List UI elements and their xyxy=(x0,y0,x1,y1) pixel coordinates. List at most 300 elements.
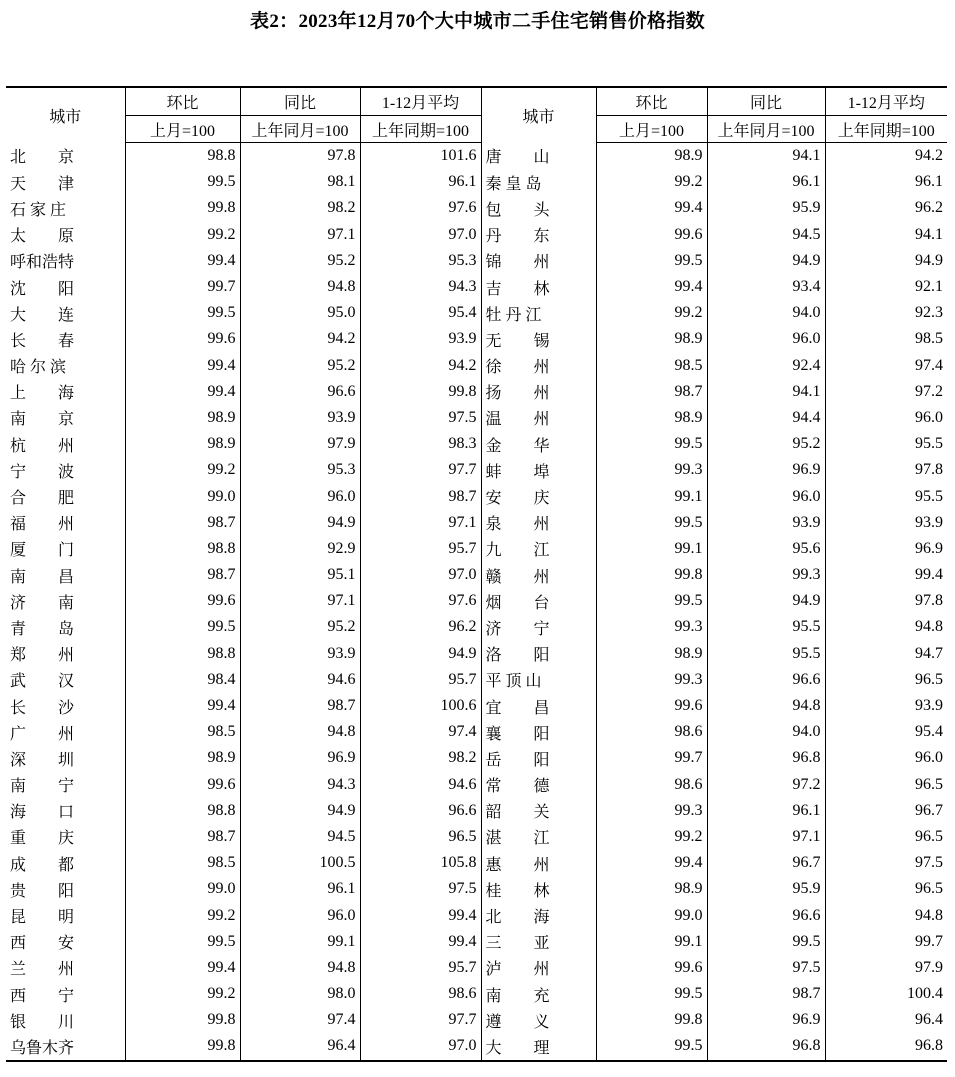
yoy-cell: 95.2 xyxy=(240,248,360,274)
city-cell: 九 江 xyxy=(481,536,596,562)
mom-cell: 98.4 xyxy=(125,667,240,693)
avg-cell: 99.4 xyxy=(360,929,481,955)
mom-cell: 98.9 xyxy=(596,405,707,431)
col-header-avg-left: 1-12月平均 xyxy=(360,87,481,116)
yoy-cell: 93.9 xyxy=(240,405,360,431)
yoy-cell: 94.9 xyxy=(240,798,360,824)
city-cell: 丹 东 xyxy=(481,222,596,248)
mom-cell: 99.2 xyxy=(596,300,707,326)
avg-cell: 96.5 xyxy=(825,667,947,693)
avg-cell: 97.4 xyxy=(825,353,947,379)
city-cell: 无 锡 xyxy=(481,326,596,352)
avg-cell: 97.5 xyxy=(360,876,481,902)
yoy-cell: 94.4 xyxy=(707,405,825,431)
city-cell: 泉 州 xyxy=(481,510,596,536)
avg-cell: 94.8 xyxy=(825,902,947,928)
avg-cell: 95.7 xyxy=(360,955,481,981)
avg-cell: 93.9 xyxy=(360,326,481,352)
city-cell: 南 宁 xyxy=(10,778,75,796)
mom-cell: 99.5 xyxy=(125,300,240,326)
city-cell: 重 庆 xyxy=(10,830,75,848)
avg-cell: 94.6 xyxy=(360,772,481,798)
city-cell: 湛 江 xyxy=(481,824,596,850)
col-header-yoy-left: 同比 xyxy=(240,87,360,116)
city-cell: 天 津 xyxy=(10,175,75,193)
mom-cell: 99.2 xyxy=(125,902,240,928)
avg-cell: 94.7 xyxy=(825,641,947,667)
mom-cell: 99.5 xyxy=(596,248,707,274)
avg-cell: 96.5 xyxy=(825,824,947,850)
yoy-cell: 94.5 xyxy=(707,222,825,248)
avg-cell: 97.0 xyxy=(360,1033,481,1060)
col-header-avg-right: 1-12月平均 xyxy=(825,87,947,116)
mom-cell: 99.4 xyxy=(125,955,240,981)
mom-cell: 99.8 xyxy=(596,1007,707,1033)
city-cell: 韶 关 xyxy=(481,798,596,824)
avg-cell: 94.3 xyxy=(360,274,481,300)
mom-cell: 99.5 xyxy=(125,169,240,195)
avg-cell: 96.5 xyxy=(360,824,481,850)
mom-cell: 98.9 xyxy=(125,745,240,771)
avg-cell: 99.8 xyxy=(360,379,481,405)
mom-cell: 99.3 xyxy=(596,798,707,824)
table-row xyxy=(6,745,947,771)
yoy-cell: 96.9 xyxy=(707,1007,825,1033)
table-row xyxy=(6,902,947,928)
avg-cell: 96.5 xyxy=(825,772,947,798)
mom-cell: 98.7 xyxy=(596,379,707,405)
avg-cell: 96.8 xyxy=(825,1033,947,1060)
yoy-cell: 94.8 xyxy=(707,693,825,719)
yoy-cell: 97.5 xyxy=(707,955,825,981)
mom-cell: 99.2 xyxy=(125,457,240,483)
avg-cell: 95.7 xyxy=(360,536,481,562)
city-cell: 深 圳 xyxy=(10,751,75,769)
city-cell: 洛 阳 xyxy=(481,641,596,667)
yoy-cell: 96.6 xyxy=(707,902,825,928)
mom-cell: 99.5 xyxy=(596,1033,707,1060)
yoy-cell: 98.2 xyxy=(240,195,360,221)
yoy-cell: 96.9 xyxy=(240,745,360,771)
city-cell: 西 宁 xyxy=(10,987,75,1005)
avg-cell: 95.5 xyxy=(825,483,947,509)
avg-cell: 94.2 xyxy=(360,353,481,379)
table-row xyxy=(6,326,947,352)
mom-cell: 98.8 xyxy=(125,536,240,562)
avg-cell: 94.2 xyxy=(825,143,947,170)
yoy-cell: 97.1 xyxy=(240,588,360,614)
mom-cell: 99.7 xyxy=(125,274,240,300)
mom-cell: 99.5 xyxy=(596,431,707,457)
avg-cell: 94.9 xyxy=(825,248,947,274)
yoy-cell: 95.5 xyxy=(707,641,825,667)
city-cell: 乌鲁木齐 xyxy=(6,1033,125,1060)
mom-cell: 99.1 xyxy=(596,929,707,955)
table-row xyxy=(6,798,947,824)
table-row xyxy=(6,248,947,274)
avg-cell: 98.6 xyxy=(360,981,481,1007)
yoy-cell: 95.9 xyxy=(707,195,825,221)
city-cell: 常 德 xyxy=(481,772,596,798)
avg-cell: 97.8 xyxy=(825,457,947,483)
mom-cell: 99.6 xyxy=(125,588,240,614)
city-cell: 桂 林 xyxy=(481,876,596,902)
table-row xyxy=(6,483,947,509)
mom-cell: 99.6 xyxy=(596,955,707,981)
mom-cell: 99.5 xyxy=(125,929,240,955)
mom-cell: 98.9 xyxy=(596,326,707,352)
mom-cell: 99.0 xyxy=(125,483,240,509)
yoy-cell: 97.1 xyxy=(240,222,360,248)
table-row xyxy=(6,876,947,902)
avg-cell: 94.1 xyxy=(825,222,947,248)
yoy-cell: 98.0 xyxy=(240,981,360,1007)
mom-cell: 98.8 xyxy=(125,798,240,824)
avg-cell: 97.1 xyxy=(360,510,481,536)
mom-cell: 99.1 xyxy=(596,483,707,509)
mom-cell: 99.4 xyxy=(596,195,707,221)
avg-cell: 95.4 xyxy=(360,300,481,326)
yoy-cell: 94.9 xyxy=(240,510,360,536)
city-cell: 泸 州 xyxy=(481,955,596,981)
city-cell: 郑 州 xyxy=(10,647,75,665)
city-cell: 安 庆 xyxy=(481,483,596,509)
city-cell: 呼和浩特 xyxy=(10,254,75,272)
avg-cell: 99.7 xyxy=(825,929,947,955)
city-cell: 吉 林 xyxy=(481,274,596,300)
table-row xyxy=(6,510,947,536)
yoy-cell: 94.8 xyxy=(240,274,360,300)
city-cell: 兰 州 xyxy=(10,961,75,979)
table-row xyxy=(6,195,947,221)
avg-cell: 97.7 xyxy=(360,1007,481,1033)
col-subheader-avg-right: 上年同期=100 xyxy=(825,116,947,143)
city-cell: 青 岛 xyxy=(10,620,75,638)
city-cell: 岳 阳 xyxy=(481,745,596,771)
city-cell: 成 都 xyxy=(10,856,75,874)
avg-cell: 101.6 xyxy=(360,143,481,170)
yoy-cell: 99.3 xyxy=(707,562,825,588)
table-row xyxy=(6,588,947,614)
mom-cell: 99.6 xyxy=(596,222,707,248)
yoy-cell: 93.4 xyxy=(707,274,825,300)
city-cell: 包 头 xyxy=(481,195,596,221)
avg-cell: 96.1 xyxy=(360,169,481,195)
yoy-cell: 95.3 xyxy=(240,457,360,483)
avg-cell: 96.0 xyxy=(825,405,947,431)
avg-cell: 97.5 xyxy=(360,405,481,431)
avg-cell: 96.6 xyxy=(360,798,481,824)
mom-cell: 99.6 xyxy=(596,693,707,719)
yoy-cell: 97.4 xyxy=(240,1007,360,1033)
table-row xyxy=(6,824,947,850)
yoy-cell: 96.1 xyxy=(707,169,825,195)
yoy-cell: 97.8 xyxy=(240,143,360,170)
avg-cell: 94.8 xyxy=(825,614,947,640)
mom-cell: 99.4 xyxy=(125,379,240,405)
mom-cell: 99.6 xyxy=(125,326,240,352)
col-subheader-yoy-left: 上年同月=100 xyxy=(240,116,360,143)
table-row xyxy=(6,1033,947,1060)
yoy-cell: 96.0 xyxy=(240,902,360,928)
mom-cell: 99.8 xyxy=(125,1033,240,1060)
avg-cell: 105.8 xyxy=(360,850,481,876)
avg-cell: 97.6 xyxy=(360,588,481,614)
yoy-cell: 95.0 xyxy=(240,300,360,326)
yoy-cell: 98.7 xyxy=(240,693,360,719)
yoy-cell: 95.9 xyxy=(707,876,825,902)
yoy-cell: 98.7 xyxy=(707,981,825,1007)
city-cell: 海 口 xyxy=(10,804,75,822)
yoy-cell: 96.1 xyxy=(240,876,360,902)
city-cell: 济 宁 xyxy=(481,614,596,640)
mom-cell: 98.7 xyxy=(125,562,240,588)
yoy-cell: 92.9 xyxy=(240,536,360,562)
mom-cell: 99.3 xyxy=(596,457,707,483)
yoy-cell: 94.5 xyxy=(240,824,360,850)
yoy-cell: 99.5 xyxy=(707,929,825,955)
col-header-city-left: 城市 xyxy=(49,108,82,126)
avg-cell: 100.4 xyxy=(825,981,947,1007)
city-cell: 武 汉 xyxy=(10,673,75,691)
city-cell: 杭 州 xyxy=(10,437,75,455)
mom-cell: 99.0 xyxy=(596,902,707,928)
table-row xyxy=(6,981,947,1007)
mom-cell: 99.8 xyxy=(596,562,707,588)
col-subheader-mom-left: 上月=100 xyxy=(125,116,240,143)
city-cell: 大 连 xyxy=(10,306,75,324)
avg-cell: 99.4 xyxy=(360,902,481,928)
avg-cell: 93.9 xyxy=(825,693,947,719)
table-row xyxy=(6,536,947,562)
city-cell: 贵 阳 xyxy=(10,882,75,900)
yoy-cell: 100.5 xyxy=(240,850,360,876)
avg-cell: 92.3 xyxy=(825,300,947,326)
city-cell: 三 亚 xyxy=(481,929,596,955)
avg-cell: 97.8 xyxy=(825,588,947,614)
avg-cell: 96.4 xyxy=(825,1007,947,1033)
city-cell: 哈 尔 滨 xyxy=(10,359,67,377)
avg-cell: 97.0 xyxy=(360,562,481,588)
yoy-cell: 95.5 xyxy=(707,614,825,640)
yoy-cell: 95.2 xyxy=(707,431,825,457)
city-cell: 惠 州 xyxy=(481,850,596,876)
mom-cell: 99.5 xyxy=(125,614,240,640)
city-cell: 温 州 xyxy=(481,405,596,431)
yoy-cell: 96.0 xyxy=(240,483,360,509)
yoy-cell: 94.1 xyxy=(707,379,825,405)
yoy-cell: 94.0 xyxy=(707,719,825,745)
yoy-cell: 99.1 xyxy=(240,929,360,955)
city-cell: 长 春 xyxy=(10,332,75,350)
yoy-cell: 93.9 xyxy=(707,510,825,536)
city-cell: 福 州 xyxy=(10,516,75,534)
table-row xyxy=(6,693,947,719)
table-row xyxy=(6,353,947,379)
mom-cell: 99.2 xyxy=(125,981,240,1007)
mom-cell: 99.3 xyxy=(596,667,707,693)
city-cell: 襄 阳 xyxy=(481,719,596,745)
avg-cell: 96.2 xyxy=(360,614,481,640)
city-cell: 烟 台 xyxy=(481,588,596,614)
mom-cell: 99.6 xyxy=(125,772,240,798)
header-row-1 xyxy=(6,87,947,116)
city-cell: 徐 州 xyxy=(481,353,596,379)
yoy-cell: 97.2 xyxy=(707,772,825,798)
mom-cell: 99.5 xyxy=(596,588,707,614)
mom-cell: 99.1 xyxy=(596,536,707,562)
city-cell: 南 京 xyxy=(10,411,75,429)
table-row xyxy=(6,719,947,745)
city-cell: 南 昌 xyxy=(10,568,75,586)
table-row xyxy=(6,929,947,955)
table-row xyxy=(6,143,947,170)
city-cell: 西 安 xyxy=(10,935,75,953)
city-cell: 昆 明 xyxy=(10,909,75,927)
city-cell: 唐 山 xyxy=(481,143,596,170)
mom-cell: 98.5 xyxy=(125,850,240,876)
city-cell: 秦 皇 岛 xyxy=(481,169,596,195)
yoy-cell: 94.8 xyxy=(240,955,360,981)
mom-cell: 99.0 xyxy=(125,876,240,902)
city-cell: 牡 丹 江 xyxy=(481,300,596,326)
avg-cell: 96.9 xyxy=(825,536,947,562)
city-cell: 厦 门 xyxy=(10,542,75,560)
table-row xyxy=(6,772,947,798)
col-subheader-yoy-right: 上年同月=100 xyxy=(707,116,825,143)
mom-cell: 98.6 xyxy=(596,772,707,798)
mom-cell: 98.7 xyxy=(125,510,240,536)
city-cell: 宁 波 xyxy=(10,463,75,481)
city-cell: 赣 州 xyxy=(481,562,596,588)
avg-cell: 97.9 xyxy=(825,955,947,981)
mom-cell: 98.9 xyxy=(125,431,240,457)
yoy-cell: 95.2 xyxy=(240,353,360,379)
yoy-cell: 96.9 xyxy=(707,457,825,483)
city-cell: 遵 义 xyxy=(481,1007,596,1033)
yoy-cell: 96.1 xyxy=(707,798,825,824)
header-row-2 xyxy=(6,116,947,143)
mom-cell: 99.2 xyxy=(596,824,707,850)
col-header-yoy-right: 同比 xyxy=(707,87,825,116)
city-cell: 锦 州 xyxy=(481,248,596,274)
city-cell: 上 海 xyxy=(10,385,75,403)
yoy-cell: 97.9 xyxy=(240,431,360,457)
table-body xyxy=(6,143,947,1061)
mom-cell: 99.4 xyxy=(125,693,240,719)
col-header-city-right: 城市 xyxy=(481,87,596,143)
avg-cell: 95.3 xyxy=(360,248,481,274)
avg-cell: 93.9 xyxy=(825,510,947,536)
table-row xyxy=(6,955,947,981)
city-cell: 蚌 埠 xyxy=(481,457,596,483)
mom-cell: 98.8 xyxy=(125,143,240,170)
avg-cell: 92.1 xyxy=(825,274,947,300)
city-cell: 石 家 庄 xyxy=(10,201,67,219)
city-cell: 北 海 xyxy=(481,902,596,928)
table-row xyxy=(6,850,947,876)
yoy-cell: 96.7 xyxy=(707,850,825,876)
mom-cell: 99.4 xyxy=(125,248,240,274)
avg-cell: 95.7 xyxy=(360,667,481,693)
col-subheader-mom-right: 上月=100 xyxy=(596,116,707,143)
mom-cell: 99.8 xyxy=(125,1007,240,1033)
yoy-cell: 94.8 xyxy=(240,719,360,745)
avg-cell: 97.0 xyxy=(360,222,481,248)
table-row xyxy=(6,405,947,431)
avg-cell: 98.3 xyxy=(360,431,481,457)
avg-cell: 96.1 xyxy=(825,169,947,195)
mom-cell: 99.4 xyxy=(596,274,707,300)
yoy-cell: 92.4 xyxy=(707,353,825,379)
avg-cell: 98.5 xyxy=(825,326,947,352)
mom-cell: 99.2 xyxy=(596,169,707,195)
yoy-cell: 96.0 xyxy=(707,483,825,509)
yoy-cell: 93.9 xyxy=(240,641,360,667)
yoy-cell: 96.4 xyxy=(240,1033,360,1060)
yoy-cell: 95.6 xyxy=(707,536,825,562)
city-cell: 大 理 xyxy=(481,1033,596,1060)
yoy-cell: 95.1 xyxy=(240,562,360,588)
yoy-cell: 95.2 xyxy=(240,614,360,640)
city-cell: 广 州 xyxy=(10,725,75,743)
city-cell: 太 原 xyxy=(10,228,75,246)
yoy-cell: 98.1 xyxy=(240,169,360,195)
avg-cell: 97.2 xyxy=(825,379,947,405)
yoy-cell: 96.0 xyxy=(707,326,825,352)
avg-cell: 95.5 xyxy=(825,431,947,457)
col-subheader-avg-left: 上年同期=100 xyxy=(360,116,481,143)
city-cell: 南 充 xyxy=(481,981,596,1007)
city-cell: 长 沙 xyxy=(10,699,75,717)
table-row xyxy=(6,614,947,640)
table-row xyxy=(6,667,947,693)
mom-cell: 99.5 xyxy=(596,981,707,1007)
yoy-cell: 94.9 xyxy=(707,248,825,274)
table-row xyxy=(6,274,947,300)
mom-cell: 99.3 xyxy=(596,614,707,640)
avg-cell: 95.4 xyxy=(825,719,947,745)
mom-cell: 99.8 xyxy=(125,195,240,221)
yoy-cell: 94.2 xyxy=(240,326,360,352)
price-index-table xyxy=(6,86,947,1062)
yoy-cell: 96.8 xyxy=(707,745,825,771)
mom-cell: 98.9 xyxy=(596,641,707,667)
table-row xyxy=(6,457,947,483)
col-header-mom-right: 环比 xyxy=(596,87,707,116)
avg-cell: 96.7 xyxy=(825,798,947,824)
mom-cell: 98.6 xyxy=(596,719,707,745)
mom-cell: 98.5 xyxy=(596,353,707,379)
col-header-mom-left: 环比 xyxy=(125,87,240,116)
city-cell: 平 顶 山 xyxy=(481,667,596,693)
avg-cell: 96.0 xyxy=(825,745,947,771)
yoy-cell: 97.1 xyxy=(707,824,825,850)
city-cell: 北 京 xyxy=(10,149,75,167)
avg-cell: 96.2 xyxy=(825,195,947,221)
avg-cell: 97.4 xyxy=(360,719,481,745)
city-cell: 济 南 xyxy=(10,594,75,612)
mom-cell: 98.9 xyxy=(125,405,240,431)
city-cell: 金 华 xyxy=(481,431,596,457)
yoy-cell: 96.6 xyxy=(240,379,360,405)
mom-cell: 99.4 xyxy=(596,850,707,876)
table-row xyxy=(6,641,947,667)
table-row xyxy=(6,169,947,195)
avg-cell: 97.7 xyxy=(360,457,481,483)
mom-cell: 99.5 xyxy=(596,510,707,536)
yoy-cell: 94.0 xyxy=(707,300,825,326)
